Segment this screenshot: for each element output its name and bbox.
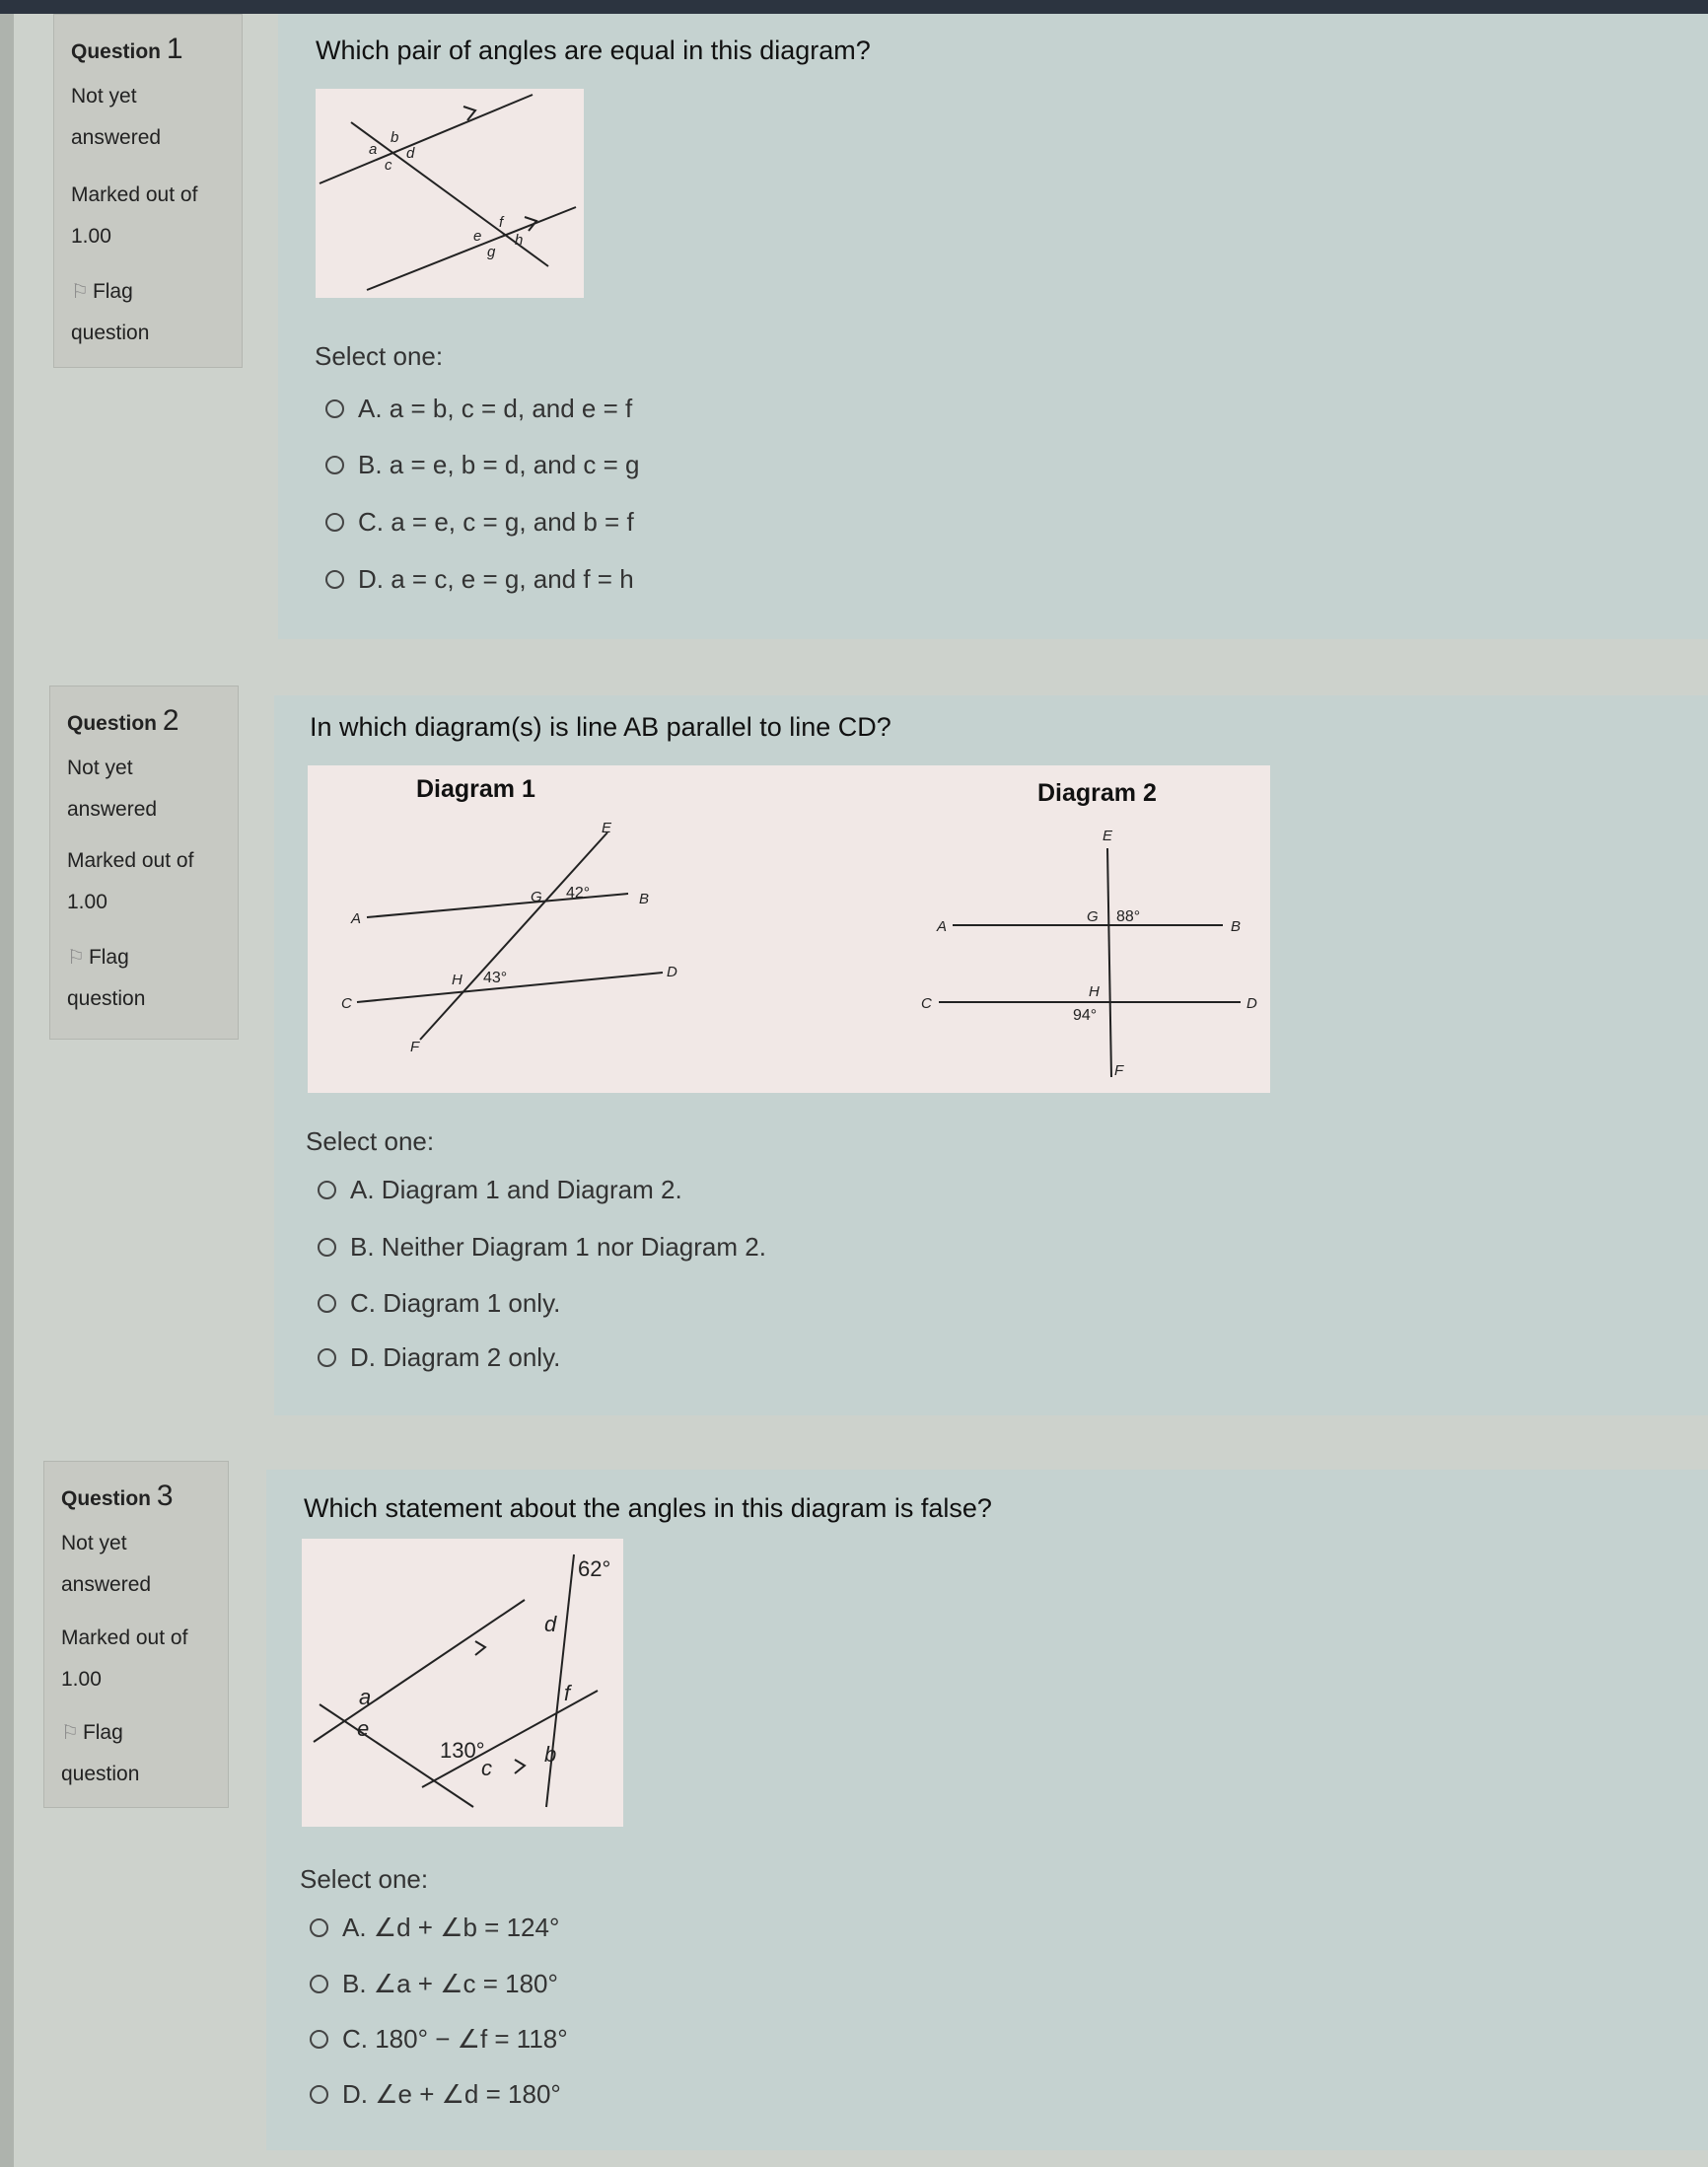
option-d[interactable] xyxy=(310,2079,561,2110)
question-number-value: 2 xyxy=(162,704,179,737)
question-text: In which diagram(s) is line AB parallel to line CD? xyxy=(310,712,891,742)
label-e: E xyxy=(1103,828,1113,844)
question-text: Which pair of angles are equal in this diagram? xyxy=(316,36,871,65)
top-bar xyxy=(0,0,1708,14)
angle-130: 130° xyxy=(440,1738,485,1763)
marks-line: Marked out of xyxy=(71,183,198,206)
marks-text xyxy=(71,175,226,257)
angle-label-e: e xyxy=(473,228,482,245)
label-f: F xyxy=(1114,1062,1124,1079)
angle-label-c: c xyxy=(481,1756,492,1780)
option-label: B. ∠a + ∠c = 180° xyxy=(342,1969,558,1998)
angle-label-g: g xyxy=(487,244,496,260)
radio-button[interactable] xyxy=(325,570,344,589)
question-text: Which statement about the angles in this diagram is false? xyxy=(304,1493,992,1523)
angle-label-b: b xyxy=(544,1742,557,1767)
question-number-value: 3 xyxy=(156,1480,174,1512)
option-label: C. a = e, c = g, and b = f xyxy=(358,507,634,537)
angle-label-e: e xyxy=(357,1716,370,1741)
option-label: C. Diagram 1 only. xyxy=(350,1288,561,1318)
label-c: C xyxy=(921,995,932,1012)
option-a[interactable] xyxy=(310,1913,559,1943)
option-label: A. a = b, c = d, and e = f xyxy=(358,394,633,423)
flag-label: question xyxy=(71,322,150,344)
status-line: answered xyxy=(61,1573,152,1596)
option-label: A. ∠d + ∠b = 124° xyxy=(342,1913,560,1942)
status-text xyxy=(71,76,226,159)
angle-label-h: h xyxy=(515,232,524,249)
left-strip xyxy=(0,14,14,2167)
flag-icon: ⚐ xyxy=(67,947,85,969)
status-text xyxy=(61,1523,212,1606)
angle-h: 43° xyxy=(483,970,508,986)
select-one-label: Select one: xyxy=(300,1864,429,1894)
radio-button[interactable] xyxy=(318,1238,336,1257)
option-label: B. Neither Diagram 1 nor Diagram 2. xyxy=(350,1232,766,1262)
label-h: H xyxy=(452,972,463,988)
angle-h: 94° xyxy=(1073,1007,1098,1024)
radio-button[interactable] xyxy=(318,1181,336,1199)
question-number xyxy=(67,704,222,738)
option-label: D. a = c, e = g, and f = h xyxy=(358,564,634,594)
option-b[interactable] xyxy=(310,1969,558,1999)
angle-62: 62° xyxy=(578,1556,611,1581)
radio-button[interactable] xyxy=(318,1294,336,1313)
status-line: answered xyxy=(71,126,162,149)
option-label: D. ∠e + ∠d = 180° xyxy=(342,2079,561,2109)
label-c: C xyxy=(341,995,352,1012)
radio-button[interactable] xyxy=(310,1975,328,1993)
label-g: G xyxy=(531,889,542,905)
angle-g: 42° xyxy=(566,885,591,902)
marks-line: Marked out of xyxy=(61,1626,188,1649)
label-e: E xyxy=(602,820,612,836)
marks-line: Marked out of xyxy=(67,849,194,872)
label-f: F xyxy=(410,1039,420,1055)
radio-button[interactable] xyxy=(310,1918,328,1937)
angle-g: 88° xyxy=(1116,908,1141,925)
angle-label-c: c xyxy=(385,157,392,174)
question-number-value: 1 xyxy=(166,33,183,65)
option-c[interactable] xyxy=(310,2024,568,2055)
status-text xyxy=(67,748,222,831)
flag-label: Flag xyxy=(82,1721,123,1744)
marks-value: 1.00 xyxy=(71,225,111,248)
status-line: Not yet xyxy=(71,85,137,108)
flag-icon: ⚐ xyxy=(61,1722,79,1744)
question-info-panel xyxy=(49,686,239,1040)
flag-question-button[interactable] xyxy=(67,937,222,1020)
question-diagram xyxy=(302,1539,623,1827)
flag-label: question xyxy=(61,1763,140,1785)
label-g: G xyxy=(1087,908,1099,925)
radio-button[interactable] xyxy=(318,1348,336,1367)
radio-button[interactable] xyxy=(325,399,344,418)
angle-label-b: b xyxy=(391,129,399,146)
diagram-1-title: Diagram 1 xyxy=(416,775,535,803)
radio-button[interactable] xyxy=(325,456,344,474)
diagram-1-and-2 xyxy=(308,765,1270,1093)
status-line: answered xyxy=(67,798,158,821)
radio-button[interactable] xyxy=(325,513,344,532)
question-diagram xyxy=(316,89,584,298)
option-label: D. Diagram 2 only. xyxy=(350,1342,561,1372)
option-d[interactable] xyxy=(318,1342,560,1373)
option-label: A. Diagram 1 and Diagram 2. xyxy=(350,1175,682,1204)
angle-label-d: d xyxy=(544,1612,557,1636)
flag-question-button[interactable] xyxy=(61,1712,212,1795)
angle-label-a: a xyxy=(369,141,378,158)
radio-button[interactable] xyxy=(310,2030,328,2049)
option-c[interactable] xyxy=(318,1288,560,1319)
question-number xyxy=(71,33,226,66)
label-d: D xyxy=(667,964,677,980)
label-h: H xyxy=(1089,983,1100,1000)
angle-label-f: f xyxy=(499,214,504,231)
question-label: Question xyxy=(61,1487,152,1510)
label-b: B xyxy=(639,891,650,907)
option-c[interactable] xyxy=(325,507,634,538)
question-number xyxy=(61,1480,212,1513)
select-one-label: Select one: xyxy=(315,341,444,371)
angle-label-d: d xyxy=(406,145,415,162)
angle-label-a: a xyxy=(359,1685,372,1709)
question-info-panel xyxy=(53,14,243,368)
flag-icon: ⚐ xyxy=(71,281,89,303)
question-label: Question xyxy=(67,712,158,735)
question-label: Question xyxy=(71,40,162,63)
flag-label: Flag xyxy=(88,946,129,969)
flag-label: question xyxy=(67,987,146,1010)
option-b[interactable] xyxy=(325,450,639,480)
diagrams-container xyxy=(308,765,1270,1093)
label-b: B xyxy=(1231,918,1242,935)
option-label: B. a = e, b = d, and c = g xyxy=(358,450,640,479)
flag-label: Flag xyxy=(92,280,133,303)
option-label: C. 180° − ∠f = 118° xyxy=(342,2024,568,2054)
option-b[interactable] xyxy=(318,1232,766,1263)
label-a: A xyxy=(351,910,362,927)
marks-value: 1.00 xyxy=(67,891,107,913)
option-a[interactable] xyxy=(318,1175,682,1205)
marks-text xyxy=(67,840,222,923)
marks-text xyxy=(61,1618,212,1700)
select-one-label: Select one: xyxy=(306,1126,435,1156)
diagram-2-title: Diagram 2 xyxy=(1037,779,1157,807)
status-line: Not yet xyxy=(67,757,133,779)
radio-button[interactable] xyxy=(310,2085,328,2104)
status-line: Not yet xyxy=(61,1532,127,1554)
option-d[interactable] xyxy=(325,564,634,595)
flag-question-button[interactable] xyxy=(71,271,226,354)
marks-value: 1.00 xyxy=(61,1668,102,1691)
parallel-lines-diagram xyxy=(316,89,584,298)
label-d: D xyxy=(1246,995,1257,1012)
question-info-panel xyxy=(43,1461,229,1808)
angle-label-f: f xyxy=(564,1681,571,1705)
label-a: A xyxy=(937,918,948,935)
option-a[interactable] xyxy=(325,394,632,424)
triangle-angles-diagram xyxy=(302,1539,623,1827)
